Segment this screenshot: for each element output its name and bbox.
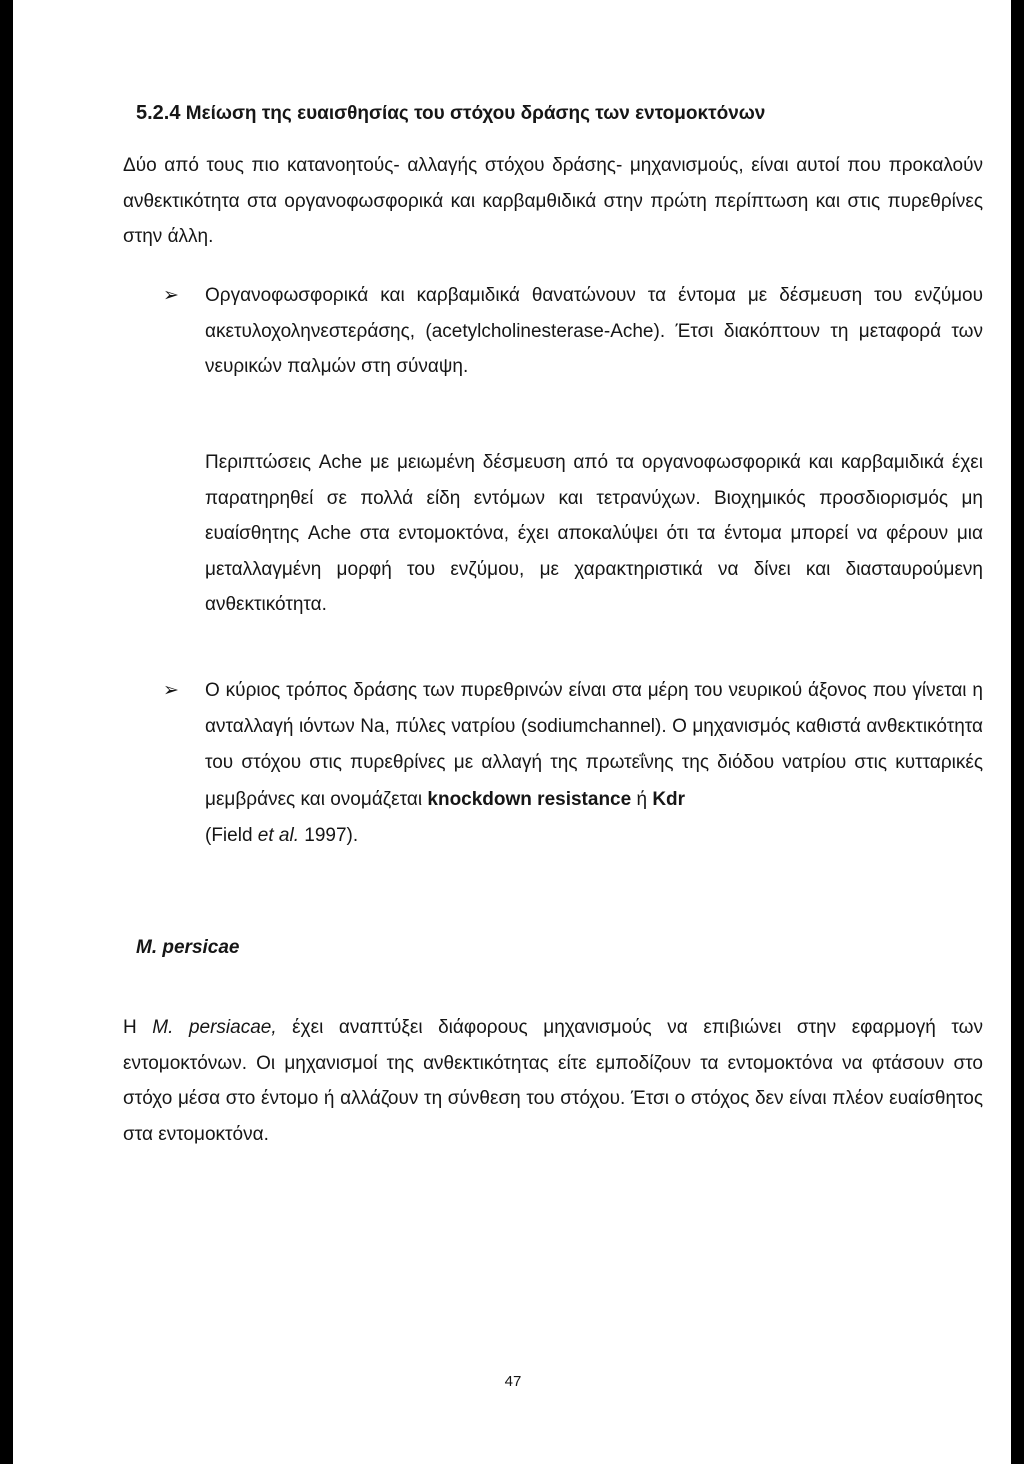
- kdr-abbr: Kdr: [652, 788, 686, 810]
- bullet-arrow-icon: ➢: [163, 285, 179, 306]
- bullet-arrow-icon: ➢: [163, 680, 179, 701]
- document-page: [13, 0, 1011, 1464]
- section-number: 5.2.4: [136, 102, 181, 124]
- species-subheading: M. persicae: [136, 937, 240, 958]
- section-heading: [136, 100, 996, 127]
- persicae-text: έχει αναπτύξει διάφορους μηχανισμούς να επιβιώνει στην εφαρμογή των εντομοκτόνων. Οι μηχανισμοί της ανθεκτικότητας είτε εμποδίζουν τα εντομοκτόνα να φτάσουν στο στόχο μέσα στο έντομο ή αλλάζουν τη σύνθεση του στόχου. Έτσι ο στόχος δεν είναι πλέον ευαίσθητος στα εντομοκτόνα.: [123, 1017, 984, 1145]
- knockdown-resistance-term: knockdown resistance: [427, 788, 632, 810]
- persicae-species: M. persiacae,: [152, 1017, 277, 1038]
- citation-close: 1997).: [299, 824, 359, 846]
- pyrethrins-text: Ο κύριος τρόπος δράσης των πυρεθρινών είναι στα μέρη του νευρικού άξονος που γίνεται η ανταλλαγή ιόντων Na, πύλες νατρίου (sodiumchannel). Ο μηχανισμός καθιστά ανθεκτικότητα του στόχου στις πυρεθρίνες με αλλαγή της πρωτεΐνης της διόδου νατρίου στις κυτταρικές μεμβράνες και ονομάζεται: [205, 680, 983, 810]
- intro-paragraph: Δύο από τους πιο κατανοητούς- αλλαγής στόχου δράσης- μηχανισμούς, είναι αυτοί που προκαλούν ανθεκτικότητα στα οργανοφωσφορικά και καρβαμθιδικά στην πρώτη περίπτωση και στις πυρεθρίνες στην άλλη.: [123, 155, 983, 247]
- ache-paragraph: Περιπτώσεις Ache με μειωμένη δέσμευση από τα οργανοφωσφορικά και καρβαμιδικά έχει παρατηρηθεί σε πολλά είδη εντόμων και τετρανύχων. Βιοχημικός προσδιορισμός μη ευαίσθητης Ache στα εντομοκτόνα, έχει αποκαλύψει ότι τα έντομα μπορεί να φέρουν μια μεταλλαγμένη μορφή του ενζύμου, με χαρακτηριστικά να δίνει και διασταυρούμενη ανθεκτικότητα.: [205, 452, 983, 615]
- bullet-organophosphates: Οργανοφωσφορικά και καρβαμιδικά θανατώνουν τα έντομα με δέσμευση του ενζύμου ακετυλοχοληνεστεράσης, (acetylcholinesterase-Ache). Έτσι διακόπτουν τη μεταφορά των νευρικών παλμών στη σύναψη.: [205, 285, 983, 377]
- citation-open: (Field: [205, 824, 258, 846]
- section-title: Μείωση της ευαισθησίας του στόχου δράσης των εντομοκτόνων: [185, 103, 766, 124]
- bullet-pyrethrins: [205, 673, 983, 854]
- or-text: ή: [631, 788, 653, 810]
- page-number: 47: [504, 1373, 522, 1390]
- citation-etal: et al.: [257, 824, 299, 846]
- persicae-prefix: Η: [123, 1017, 153, 1038]
- persicae-paragraph: [123, 1010, 983, 1152]
